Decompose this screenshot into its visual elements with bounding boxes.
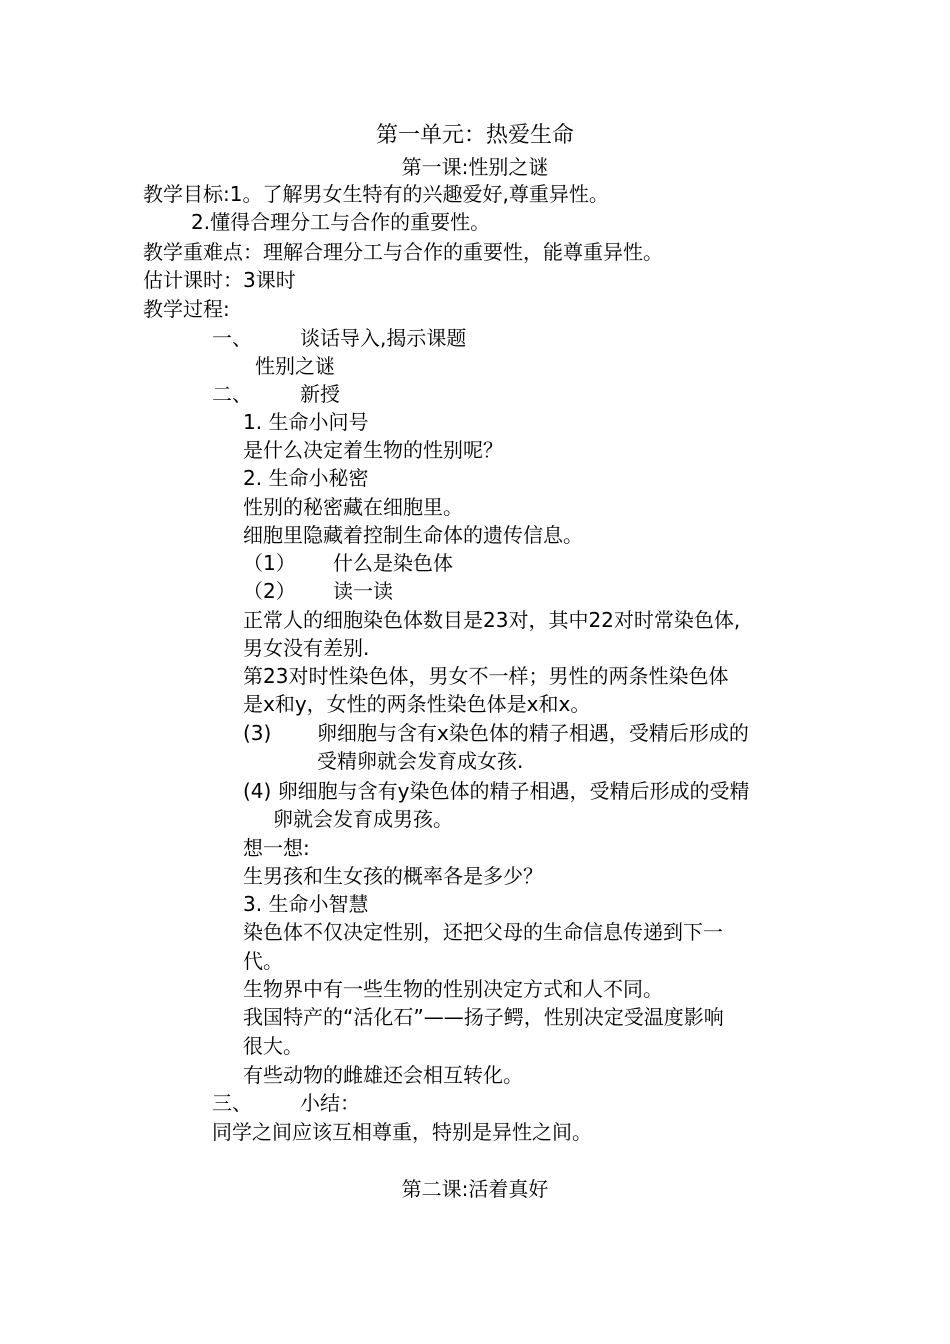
sub2-text: 读一读 [333,579,393,603]
sub1-text: 什么是染色体 [333,551,453,575]
section3-title: 小结： [300,1091,360,1115]
item3-text1-line2: 代。 [243,949,283,973]
item3-text4: 有些动物的雌雄还会相互转化。 [243,1063,523,1087]
item1-title: 1. 生命小问号 [243,410,369,434]
item2-title: 2. 生命小秘密 [243,466,369,490]
para2-line2: 是x和y，女性的两条性染色体是x和x。 [243,692,591,716]
sub1-number: （1） [243,551,296,575]
section3-text: 同学之间应该互相尊重，特别是异性之间。 [212,1120,592,1144]
sub3-number: (3) [243,721,272,745]
sub3-line2: 受精卵就会发育成女孩. [317,749,524,773]
section1-title: 谈话导入,揭示课题 [300,326,467,350]
item1-text: 是什么决定着生物的性别呢？ [243,438,503,462]
item3-text3-line2: 很大。 [243,1034,303,1058]
lesson1-title: 第一课:性别之谜 [401,155,549,179]
lesson2-title: 第二课:活着真好 [401,1177,549,1201]
sub3-line1: 卵细胞与含有x染色体的精子相遇，受精后形成的 [317,721,749,745]
unit-title: 第一单元：热爱生命 [375,123,574,148]
section1-number: 一、 [212,326,252,350]
item3-text3-line1: 我国特产的“活化石”——扬子鳄，性别决定受温度影响 [243,1005,724,1029]
para1-line1: 正常人的细胞染色体数目是23对，其中22对时常染色体, [243,608,741,632]
key-points: 教学重难点：理解合理分工与合作的重要性，能尊重异性。 [143,240,663,264]
section2-number: 二、 [212,382,252,406]
para2-line1: 第23对时性染色体，男女不一样；男性的两条性染色体 [243,664,729,688]
item3-text1-line1: 染色体不仅决定性别，还把父母的生命信息传递到下一 [243,920,723,944]
think-text: 生男孩和生女孩的概率各是多少？ [243,864,543,888]
think-label: 想一想: [243,836,310,860]
class-hours: 估计课时：3课时 [143,268,296,292]
para1-line2: 男女没有差别. [243,636,370,660]
teaching-goal-line [143,180,609,208]
process-label: 教学过程: [143,297,230,321]
section3-number: 三、 [212,1091,252,1115]
section1-text: 性别之谜 [255,354,335,378]
item3-text2: 生物界中有一些生物的性别决定方式和人不同。 [243,977,663,1001]
item2-text1: 性别的秘密藏在细胞里。 [243,495,463,519]
goal-label: 教学目标: [143,182,230,206]
sub4-line2: 卵就会发育成男孩。 [273,807,453,831]
item2-text2: 细胞里隐藏着控制生命体的遗传信息。 [243,523,583,547]
goal-2: 2.懂得合理分工与合作的重要性。 [191,210,491,234]
sub2-number: （2） [243,579,296,603]
item3-title: 3. 生命小智慧 [243,892,369,916]
goal-1: 1。了解男女生特有的兴趣爱好,尊重异性。 [229,182,609,206]
sub4-line1: (4) 卵细胞与含有y染色体的精子相遇，受精后形成的受精 [243,779,750,803]
section2-title: 新授 [300,382,340,406]
